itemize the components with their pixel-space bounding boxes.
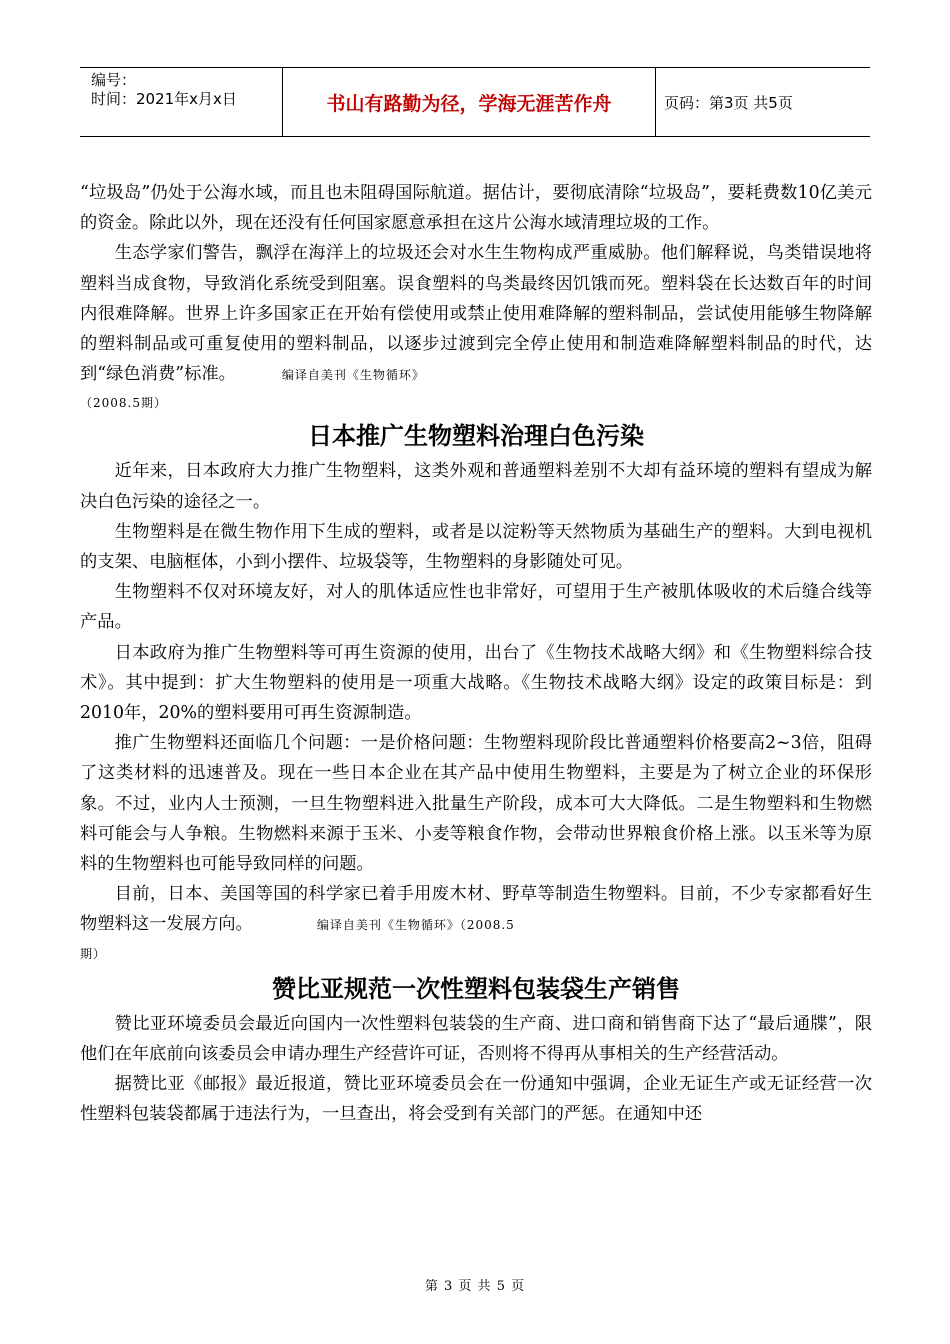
header-meta [80,68,283,136]
source-citation: 编译自美刊《生物循环》（2008.5 [316,918,515,933]
paragraph: 生物塑料不仅对环境友好，对人的肌体适应性也非常好，可望用于生产被肌体吸收的术后缝合线等产品。 [80,582,872,633]
page-header [80,67,870,137]
paragraph: “垃圾岛”仍处于公海水域，而且也未阻碍国际航道。据估计，要彻底清除“垃圾岛”，要耗费数10亿美元的资金。除此以外，现在还没有任何国家愿意承担在这片公海水域清理垃圾的工作。 [80,183,872,234]
header-page-label: 页码：第3页 共5页 [664,93,793,112]
number-label: 编号： [91,71,137,89]
paragraph: 日本政府为推广生物塑料等可再生资源的使用，出台了《生物技术战略大纲》和《生物塑料综合技术》。其中提到：扩大生物塑料的使用是一项重大战略。《生物技术战略大纲》设定的政策目标是：到2010年，20%的塑料要用可再生资源制造。 [80,642,872,724]
paragraph: 生态学家们警告，飘浮在海洋上的垃圾还会对水生生物构成严重威胁。他们解释说，鸟类错误地将塑料当成食物，导致消化系统受到阻塞。误食塑料的鸟类最终因饥饿而死。塑料袋在长达数百年的时间内很难降解。世界上许多国家正在开始有偿使用或禁止使用难降解的塑料制品，尝试使用能够生物降解的塑料制品或可重复使用的塑料制品，以逐步过渡到完全停止使用和制造难降解塑料制品的时代，达到“绿色消费”标准。 编译自美刊《生物循环》 [80,243,872,385]
paragraph: 推广生物塑料还面临几个问题：一是价格问题：生物塑料现阶段比普通塑料价格要高2~3倍，阻碍了这类材料的迅速普及。现在一些日本企业在其产品中使用生物塑料，主要是为了树立企业的环保形象。不过，业内人士预测，一旦生物塑料进入批量生产阶段，成本可大大降低。二是生物塑料和生物燃料可能会与人争粮。生物燃料来源于玉米、小麦等粮食作物，会带动世界粮食价格上涨。以玉米等为原料的生物塑料也可能导致同样的问题。 [80,733,872,875]
paragraph: 赞比亚环境委员会最近向国内一次性塑料包装袋的生产商、进口商和销售商下达了“最后通牒”，限他们在年底前向该委员会申请办理生产经营许可证，否则将不得再从事相关的生产经营活动。 [80,1013,872,1064]
paragraph: 据赞比亚《邮报》最近报道，赞比亚环境委员会在一份通知中强调，企业无证生产或无证经营一次性塑料包装袋都属于违法行为，一旦查出，将会受到有关部门的严惩。在通知中还 [80,1074,872,1125]
paragraph: 生物塑料是在微生物作用下生成的塑料，或者是以淀粉等天然物质为基础生产的塑料。大到电视机的支架、电脑框体，小到小摆件、垃圾袋等，生物塑料的身影随处可见。 [80,521,872,573]
paragraph: 目前，日本、美国等国的科学家已着手用废木材、野草等制造生物塑料。目前，不少专家都看好生物塑料这一发展方向。 编译自美刊《生物循环》（2008.5 [80,884,872,935]
article-title: 赞比亚规范一次性塑料包装袋生产销售 [272,974,680,1003]
document-body [80,178,872,1129]
source-citation: 编译自美刊《生物循环》 [281,368,425,383]
article-title: 日本推广生物塑料治理白色污染 [308,422,644,451]
header-motto: 书山有路勤为径，学海无涯苦作舟 [283,68,656,136]
page-footer: 第 3 页 共 5 页 [424,1279,526,1294]
date-label: 时间：2021年x月x日 [91,90,237,108]
source-citation-issue: 期） [80,946,107,961]
source-citation-issue: （2008.5期） [80,396,167,411]
paragraph: 近年来，日本政府大力推广生物塑料，这类外观和普通塑料差别不大却有益环境的塑料有望成为解决白色污染的途径之一。 [80,461,872,512]
